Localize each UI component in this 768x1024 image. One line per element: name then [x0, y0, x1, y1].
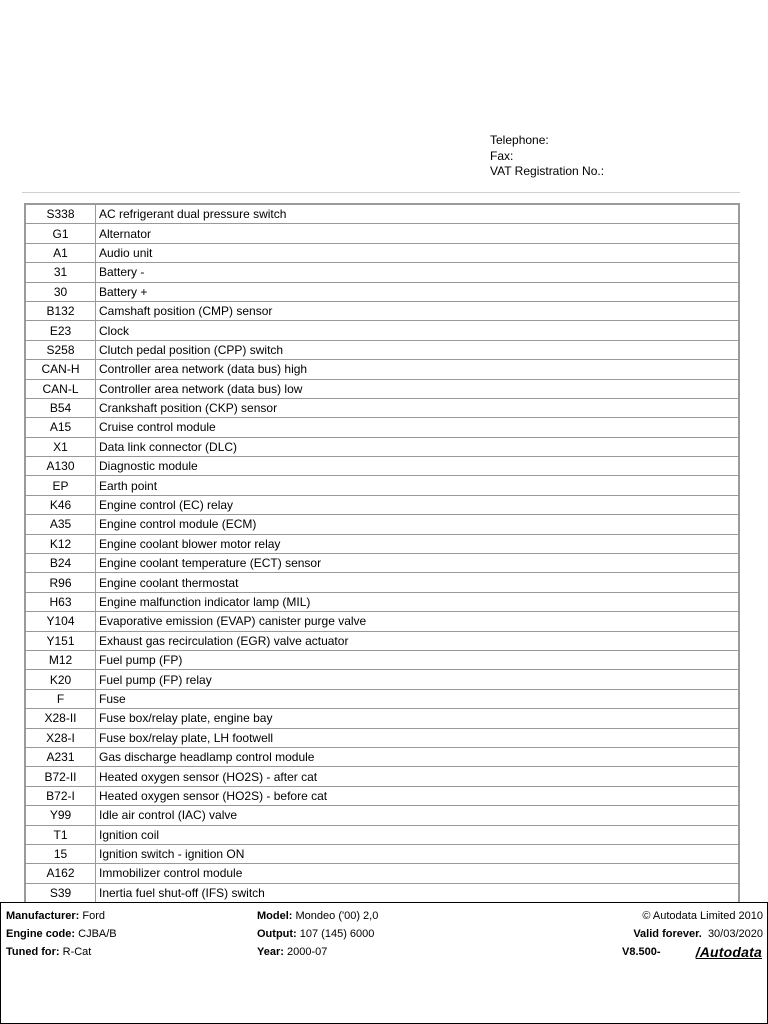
- component-description: Heated oxygen sensor (HO2S) - before cat: [96, 786, 740, 805]
- component-description: Evaporative emission (EVAP) canister purge valve: [96, 612, 740, 631]
- component-description: Engine control (EC) relay: [96, 495, 740, 514]
- table-row: [25, 612, 739, 631]
- component-code: EP: [25, 476, 96, 495]
- copyright-line: [642, 910, 763, 922]
- component-description: Engine coolant temperature (ECT) sensor: [96, 554, 740, 573]
- contact-block: [490, 133, 604, 180]
- manufacturer-value: Ford: [82, 910, 106, 922]
- component-description: Alternator: [96, 224, 740, 243]
- table-row: [25, 650, 739, 669]
- component-code: A35: [25, 515, 96, 534]
- component-description: Gas discharge headlamp control module: [96, 747, 740, 766]
- component-code: Y151: [25, 631, 96, 650]
- component-code: B132: [25, 301, 96, 320]
- table-row: [25, 747, 739, 766]
- component-code: X1: [25, 437, 96, 456]
- table-row: [25, 321, 739, 340]
- component-description: Ignition switch - ignition ON: [96, 844, 740, 863]
- component-code: B72-II: [25, 767, 96, 786]
- component-description: Fuel pump (FP): [96, 650, 740, 669]
- year-label: Year:: [257, 946, 284, 958]
- component-code: S338: [25, 204, 96, 224]
- version-label: V8.500-: [622, 946, 661, 958]
- table-row: [25, 806, 739, 825]
- table-row: [25, 495, 739, 514]
- component-description: Clock: [96, 321, 740, 340]
- component-code: A162: [25, 864, 96, 883]
- component-description: Camshaft position (CMP) sensor: [96, 301, 740, 320]
- component-code: S258: [25, 340, 96, 359]
- year-line: [257, 946, 327, 958]
- table-row: [25, 767, 739, 786]
- component-description: Audio unit: [96, 243, 740, 262]
- table-row: [25, 301, 739, 320]
- component-description: Exhaust gas recirculation (EGR) valve actuator: [96, 631, 740, 650]
- component-description: Battery -: [96, 263, 740, 282]
- component-code: 31: [25, 263, 96, 282]
- component-description: Diagnostic module: [96, 457, 740, 476]
- component-description: Controller area network (data bus) high: [96, 360, 740, 379]
- component-description: Engine coolant blower motor relay: [96, 534, 740, 553]
- component-table: [24, 203, 740, 904]
- tuned-for-value: R-Cat: [62, 946, 92, 958]
- table-row: [25, 883, 739, 903]
- table-row: [25, 728, 739, 747]
- component-code: 15: [25, 844, 96, 863]
- component-code: B72-I: [25, 786, 96, 805]
- component-code: M12: [25, 650, 96, 669]
- table-row: [25, 379, 739, 398]
- copyright-text: © Autodata Limited 2010: [642, 910, 763, 922]
- component-code: K46: [25, 495, 96, 514]
- component-code: Y104: [25, 612, 96, 631]
- table-row: [25, 786, 739, 805]
- component-code: A1: [25, 243, 96, 262]
- component-code: A130: [25, 457, 96, 476]
- component-code: B54: [25, 398, 96, 417]
- table-row: [25, 282, 739, 301]
- model-label: Model:: [257, 910, 293, 922]
- table-row: [25, 204, 739, 224]
- table-row: [25, 360, 739, 379]
- component-description: Immobilizer control module: [96, 864, 740, 883]
- table-row: [25, 689, 739, 708]
- manufacturer-label: Manufacturer:: [6, 910, 80, 922]
- output-line: [257, 928, 374, 940]
- tuned-for-label: Tuned for:: [6, 946, 60, 958]
- component-description: Controller area network (data bus) low: [96, 379, 740, 398]
- component-description: Engine malfunction indicator lamp (MIL): [96, 592, 740, 611]
- table-row: [25, 534, 739, 553]
- table-row: [25, 573, 739, 592]
- validity-line: [633, 928, 763, 940]
- component-description: Fuse box/relay plate, LH footwell: [96, 728, 740, 747]
- component-code: B24: [25, 554, 96, 573]
- component-code: H63: [25, 592, 96, 611]
- component-description: Inertia fuel shut-off (IFS) switch: [96, 883, 740, 903]
- table-row: [25, 243, 739, 262]
- model-line: [257, 910, 378, 922]
- component-description: Data link connector (DLC): [96, 437, 740, 456]
- component-description: Fuse: [96, 689, 740, 708]
- tuned-for-line: [6, 946, 91, 958]
- autodata-logo: [696, 944, 762, 960]
- table-row: [25, 263, 739, 282]
- document-footer: [0, 902, 768, 1024]
- component-description: Crankshaft position (CKP) sensor: [96, 398, 740, 417]
- component-description: Battery +: [96, 282, 740, 301]
- component-description: Heated oxygen sensor (HO2S) - after cat: [96, 767, 740, 786]
- table-row: [25, 864, 739, 883]
- component-description: Fuel pump (FP) relay: [96, 670, 740, 689]
- table-row: [25, 554, 739, 573]
- component-code: X28-I: [25, 728, 96, 747]
- table-row: [25, 476, 739, 495]
- engine-code-value: CJBA/B: [78, 928, 117, 940]
- component-code: T1: [25, 825, 96, 844]
- component-description: Fuse box/relay plate, engine bay: [96, 709, 740, 728]
- vat-label: VAT Registration No.:: [490, 164, 605, 178]
- table-row: [25, 825, 739, 844]
- component-description: Ignition coil: [96, 825, 740, 844]
- table-row: [25, 340, 739, 359]
- version-text: [622, 946, 661, 958]
- component-code: G1: [25, 224, 96, 243]
- component-code: K20: [25, 670, 96, 689]
- year-value: 2000-07: [286, 946, 328, 958]
- manufacturer-line: [6, 910, 105, 922]
- component-code: E23: [25, 321, 96, 340]
- model-value: Mondeo ('00) 2,0: [295, 910, 379, 922]
- component-code: F: [25, 689, 96, 708]
- component-description: Idle air control (IAC) valve: [96, 806, 740, 825]
- component-code: CAN-L: [25, 379, 96, 398]
- component-code: K12: [25, 534, 96, 553]
- valid-label: Valid forever.: [633, 928, 702, 940]
- component-description: Earth point: [96, 476, 740, 495]
- table-row: [25, 515, 739, 534]
- valid-date: 30/03/2020: [707, 928, 763, 940]
- component-description: Engine control module (ECM): [96, 515, 740, 534]
- component-description: Cruise control module: [96, 418, 740, 437]
- component-description: Engine coolant thermostat: [96, 573, 740, 592]
- table-row: [25, 457, 739, 476]
- component-code: 30: [25, 282, 96, 301]
- telephone-label: Telephone:: [490, 133, 549, 147]
- component-description: AC refrigerant dual pressure switch: [96, 204, 740, 224]
- header-divider: [22, 192, 740, 193]
- table-row: [25, 670, 739, 689]
- output-label: Output:: [257, 928, 297, 940]
- component-code: CAN-H: [25, 360, 96, 379]
- component-code: Y99: [25, 806, 96, 825]
- component-description: Clutch pedal position (CPP) switch: [96, 340, 740, 359]
- output-value: 107 (145) 6000: [299, 928, 375, 940]
- table-row: [25, 418, 739, 437]
- table-row: [25, 437, 739, 456]
- component-code: X28-II: [25, 709, 96, 728]
- component-code: A15: [25, 418, 96, 437]
- component-code: S39: [25, 883, 96, 903]
- engine-code-label: Engine code:: [6, 928, 76, 940]
- table-row: [25, 592, 739, 611]
- engine-code-line: [6, 928, 117, 940]
- table-row: [25, 224, 739, 243]
- table-row: [25, 844, 739, 863]
- table-row: [25, 398, 739, 417]
- component-code: R96: [25, 573, 96, 592]
- component-code: A231: [25, 747, 96, 766]
- fax-label: Fax:: [490, 148, 514, 163]
- table-row: [25, 631, 739, 650]
- table-row: [25, 709, 739, 728]
- logo-text: /Autodata: [695, 944, 762, 960]
